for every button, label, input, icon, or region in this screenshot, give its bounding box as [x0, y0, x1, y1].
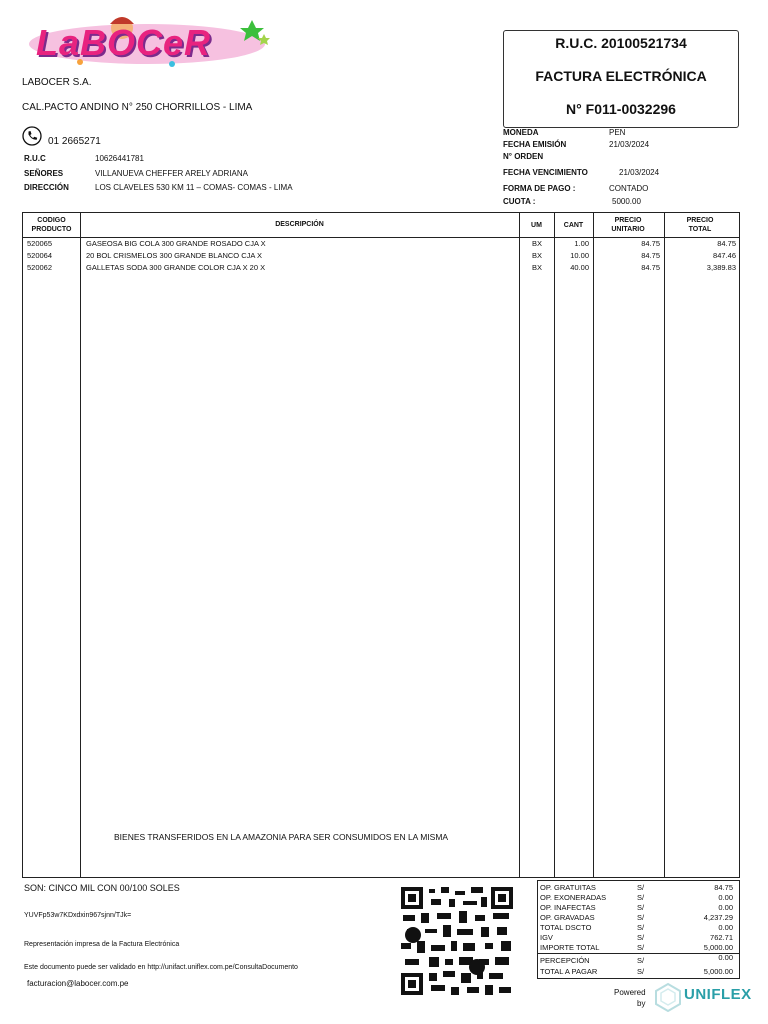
pago-label: FORMA DE PAGO :	[503, 184, 576, 193]
total-row-exoneradas: OP. EXONERADAS S/ 0.00	[540, 893, 733, 902]
client-ruc-label: R.U.C	[24, 154, 46, 163]
row1-um: BX	[532, 239, 543, 248]
validation-text: Este documento puede ser validado en http://unifact.uniflex.com.pe/ConsultaDocumento	[24, 964, 298, 971]
row2-pu: 84.75	[641, 251, 660, 260]
pago-value: CONTADO	[609, 184, 649, 193]
document-number: N° F011-0032296	[566, 101, 676, 117]
qr-code	[401, 887, 513, 995]
total-row-inafectas: OP. INAFECTAS S/ 0.00	[540, 903, 733, 912]
items-table	[22, 212, 740, 878]
cuota-value: 5000.00	[612, 197, 641, 206]
row3-pt: 3,389.83	[706, 263, 736, 272]
uniflex-brand: UNIFLEX	[684, 986, 752, 1003]
total-row-gravadas: OP. GRAVADAS S/ 4,237.29	[540, 913, 733, 922]
row3-um: BX	[532, 263, 543, 272]
row3-desc: GALLETAS SODA 300 GRANDE COLOR CJA X 20 X	[86, 263, 266, 272]
vencimiento-value: 21/03/2024	[619, 168, 660, 177]
cuota-label: CUOTA :	[503, 197, 536, 206]
row1-pu: 84.75	[641, 239, 660, 248]
emision-label: FECHA EMISIÓN	[503, 140, 567, 149]
company-phone: 01 2665271	[48, 136, 101, 147]
company-email: facturacion@labocer.com.pe	[27, 979, 129, 988]
issuer-ruc: R.U.C. 20100521734	[555, 35, 687, 51]
phone-icon	[22, 126, 42, 146]
header-descripcion: DESCRIPCIÓN	[275, 221, 324, 228]
orden-label: N° ORDEN	[503, 152, 544, 161]
amount-in-words: SON: CINCO MIL CON 00/100 SOLES	[24, 883, 180, 893]
header-codigo: CODIGO PRODUCTO	[31, 217, 72, 233]
row1-code: 520065	[27, 239, 53, 248]
row3-pu: 84.75	[641, 263, 660, 272]
row3-code: 520062	[27, 263, 53, 272]
moneda-value: PEN	[609, 128, 626, 137]
document-header-box	[503, 30, 739, 128]
company-name: LABOCER S.A.	[22, 77, 92, 88]
vencimiento-label: FECHA VENCIMIENTO	[503, 168, 588, 177]
moneda-label: MONEDA	[503, 128, 539, 137]
company-address: CAL.PACTO ANDINO N° 250 CHORRILLOS - LIMA	[22, 102, 253, 113]
total-row-percepcion: PERCEPCIÓN S/ 0.00	[540, 953, 733, 965]
row2-cant: 10.00	[570, 251, 589, 260]
row3-cant: 40.00	[570, 263, 589, 272]
total-row-gratuitas: OP. GRATUITAS S/ 84.75	[540, 883, 733, 892]
uniflex-logo-icon	[654, 982, 682, 1012]
document-hash: YUVFp53w7KDxdxin967sjnn/TJk=	[24, 912, 132, 919]
representacion-text: Representación impresa de la Factura Electrónica	[24, 941, 180, 948]
row2-code: 520064	[27, 251, 53, 260]
header-precio-total: PRECIO TOTAL	[686, 217, 714, 233]
total-row-dscto: TOTAL DSCTO S/ 0.00	[540, 923, 733, 932]
document-type: FACTURA ELECTRÓNICA	[535, 68, 707, 84]
header-precio-unitario: PRECIO UNITARIO	[611, 217, 645, 233]
row1-pt: 84.75	[717, 239, 736, 248]
logo-text: LaBOCeR	[36, 22, 212, 63]
total-row-pagar: TOTAL A PAGAR S/ 5,000.00	[540, 967, 733, 976]
row1-desc: GASEOSA BIG COLA 300 GRANDE ROSADO CJA X	[86, 239, 266, 248]
row2-pt: 847.46	[713, 251, 736, 260]
row2-um: BX	[532, 251, 543, 260]
table-note: BIENES TRANSFERIDOS EN LA AMAZONIA PARA SER CONSUMIDOS EN LA MISMA	[114, 832, 449, 842]
header-um: UM	[531, 222, 542, 229]
company-logo	[22, 14, 272, 72]
header-cant: CANT	[563, 222, 584, 229]
powered-label: Powered	[614, 988, 646, 997]
totals-box	[537, 880, 740, 979]
total-row-importe: IMPORTE TOTAL S/ 5,000.00	[540, 943, 733, 952]
row2-desc: 20 BOL CRISMELOS 300 GRANDE BLANCO CJA X	[86, 251, 263, 260]
client-name: VILLANUEVA CHEFFER ARELY ADRIANA	[95, 169, 248, 178]
client-address: LOS CLAVELES 530 KM 11 – COMAS- COMAS - LIMA	[95, 183, 293, 192]
row1-cant: 1.00	[574, 239, 589, 248]
client-name-label: SEÑORES	[24, 169, 64, 178]
emision-value: 21/03/2024	[609, 140, 650, 149]
client-ruc: 10626441781	[95, 154, 144, 163]
powered-by-label: by	[637, 999, 646, 1008]
client-address-label: DIRECCIÓN	[24, 183, 69, 192]
total-row-igv: IGV S/ 762.71	[540, 933, 733, 942]
